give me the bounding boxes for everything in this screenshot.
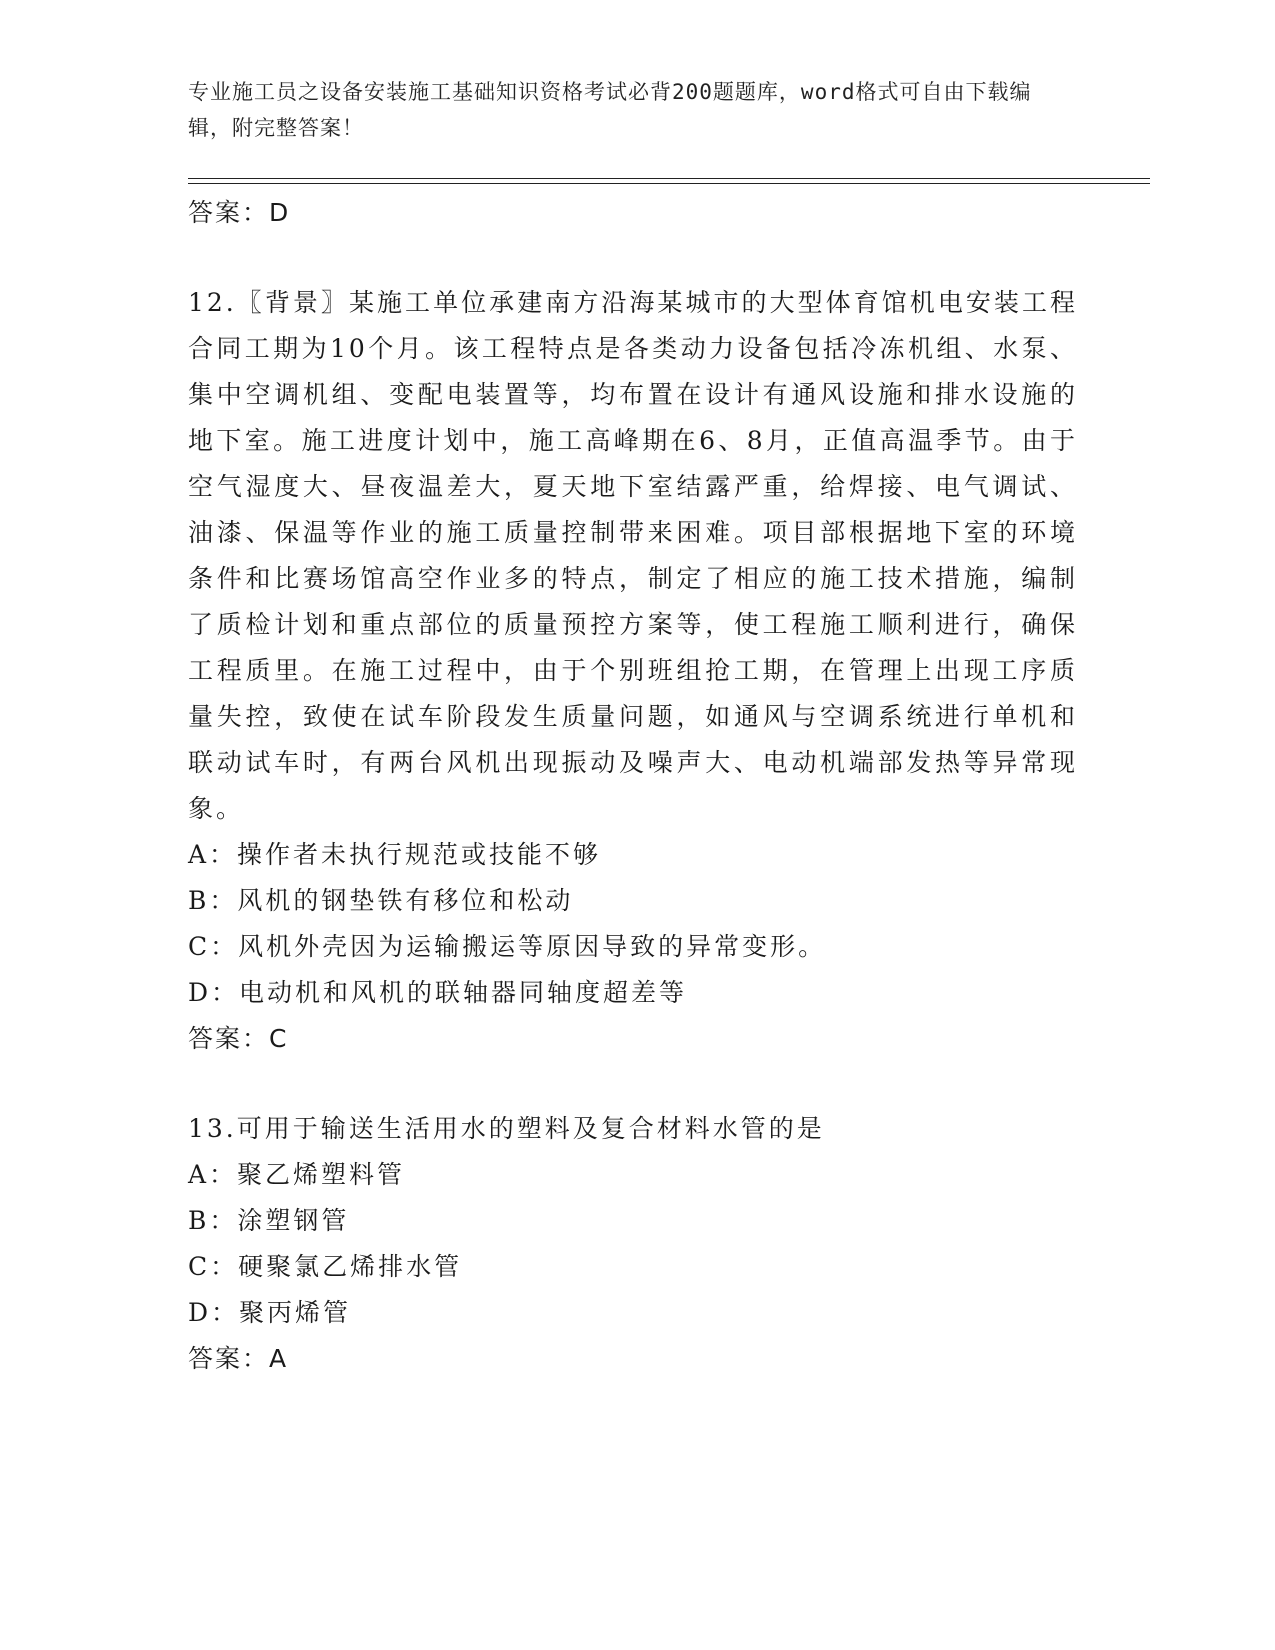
spacer [188, 236, 1078, 280]
question-12-option-d: D：电动机和风机的联轴器同轴度超差等 [188, 978, 688, 1007]
question-12-option-c: C：风机外壳因为运输搬运等原因导致的异常变形。 [188, 932, 827, 961]
page-header: 专业施工员之设备安装施工基础知识资格考试必背200题题库，word格式可自由下载编辑，附完整答案！ [188, 80, 1032, 140]
question-12 [188, 280, 1078, 1062]
header-divider-line-secondary [188, 183, 1150, 184]
question-13-option-b: B：涂塑钢管 [188, 1206, 350, 1235]
question-13-option-d: D：聚丙烯管 [188, 1298, 352, 1327]
question-12-answer: 答案：C [188, 1024, 289, 1053]
previous-answer: 答案：D [188, 198, 291, 227]
question-13 [188, 1106, 1078, 1382]
question-12-option-b: B：风机的钢垫铁有移位和松动 [188, 886, 574, 915]
question-13-option-a: A：聚乙烯塑料管 [188, 1160, 406, 1189]
question-13-option-c: C：硬聚氯乙烯排水管 [188, 1252, 463, 1281]
question-12-option-a: A：操作者未执行规范或技能不够 [188, 840, 602, 869]
question-13-text: 13.可用于输送生活用水的塑料及复合材料水管的是 [188, 1114, 825, 1143]
question-13-answer: 答案：A [188, 1344, 289, 1373]
header-divider-line [188, 178, 1150, 179]
question-12-text: 12.〖背景〗某施工单位承建南方沿海某城市的大型体育馆机电安装工程合同工期为10个月。该工程特点是各类动力设备包括冷冻机组、水泵、集中空调机组、变配电装置等，均布置在设计有通风设施和排水设施的地下室。施工进度计划中，施工高峰期在6、8月，正值高温季节。由于空气湿度大、昼夜温差大，夏天地下室结露严重，给焊接、电气调试、油漆、保温等作业的施工质量控制带来困难。项目部根据地下室的环境条件和比赛场馆高空作业多的特点，制定了相应的施工技术措施，编制了质检计划和重点部位的质量预控方案等，使工程施工顺利进行，确保工程质里。在施工过程中，由于个别班组抢工期，在管理上出现工序质量失控，致使在试车阶段发生质量问题，如通风与空调系统进行单机和联动试车时，有两台风机出现振动及噪声大、电动机端部发热等异常现象。 [188, 288, 1078, 823]
spacer [188, 1062, 1078, 1106]
document-body [188, 190, 1078, 1382]
